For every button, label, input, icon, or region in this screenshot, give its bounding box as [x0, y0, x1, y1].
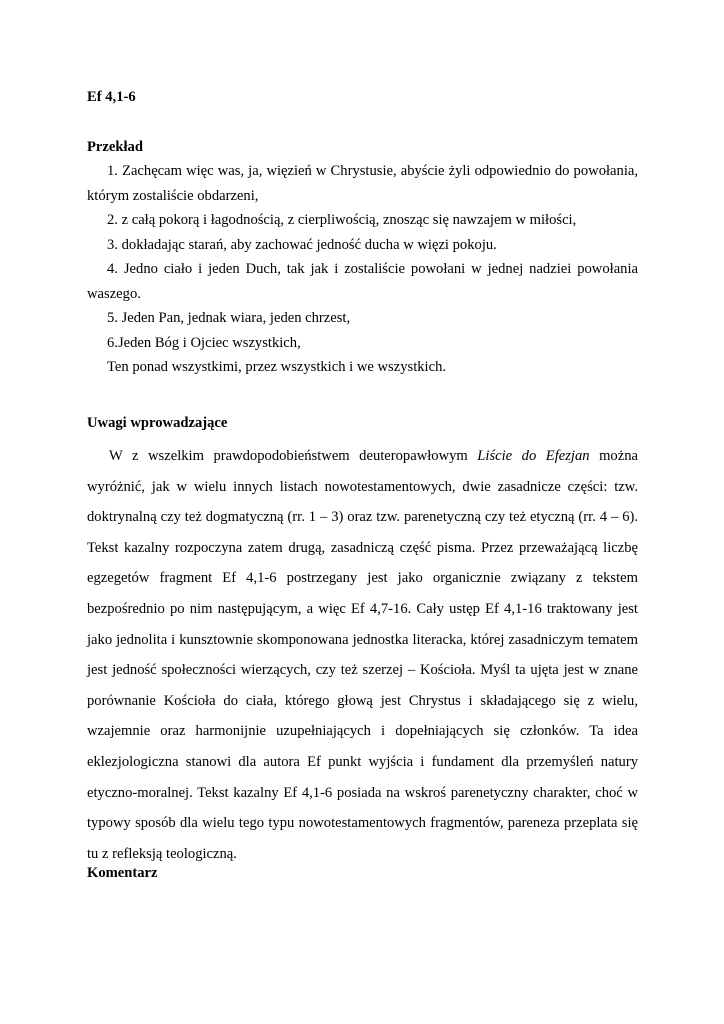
translation-verses: [87, 159, 638, 380]
translation-heading: Przekład: [87, 139, 143, 155]
intro-line-6: bezpośrednio po nim następującym, a więc Ef 4,7-16. Cały ustęp Ef 4,1-16 traktowany jest: [87, 600, 638, 617]
commentary-heading: Komentarz: [87, 865, 158, 881]
verse-1-line-1: 1. Zachęcam więc was, ja, więzień w Chrystusie, abyście żyli odpowiednio do powołania,: [107, 163, 638, 179]
intro-line-3: doktrynalną czy też dogmatyczną (rr. 1 – 3) oraz tzw. parenetyczną czy też etyczną (rr. 4 – 6).: [87, 509, 638, 526]
introduction-paragraph: [87, 441, 638, 869]
intro-line-5: egzegetów fragment Ef 4,1-6 postrzegany jest jako organicznie związany z tekstem: [87, 570, 638, 587]
intro-line-2: wyróżnić, jak w wielu innych listach nowotestamentowych, dwie zasadnicze części: tzw.: [87, 478, 638, 495]
intro-line-14: tu z refleksją teologiczną.: [87, 845, 237, 862]
introduction-heading: Uwagi wprowadzające: [87, 415, 228, 431]
epistle-title: Liście do Efezjan: [477, 448, 590, 464]
intro-line-13: typowy sposób dla wielu tego typu nowotestamentowych fragmentów, pareneza przeplata się: [87, 815, 638, 832]
verse-5: 5. Jeden Pan, jednak wiara, jeden chrzest,: [107, 310, 351, 326]
intro-line-11: eklezjologiczna stanowi dla autora Ef punkt wyjścia i fundament dla przemyśleń natury: [87, 753, 638, 770]
verse-2: 2. z całą pokorą i łagodnością, z cierpliwością, znosząc się nawzajem w miłości,: [107, 212, 577, 228]
verse-3: 3. dokładając starań, aby zachować jedność ducha w więzi pokoju.: [107, 236, 497, 253]
verse-1-line-2: którym zostaliście obdarzeni,: [87, 187, 259, 204]
verse-4-line-1: 4. Jedno ciało i jeden Duch, tak jak i zostaliście powołani w jednej nadziei powołania: [107, 261, 638, 277]
intro-line-4: Tekst kazalny rozpoczyna zatem drugą, zasadniczą część pisma. Przez przeważającą liczbę: [87, 539, 638, 556]
verse-6: 6.Jeden Bóg i Ojciec wszystkich,: [107, 334, 301, 351]
verse-4-line-2: waszego.: [87, 285, 141, 302]
intro-line-7: jako jednolita i kunsztownie skomponowana jednostka literacka, której zasadniczym tematem: [87, 631, 638, 648]
intro-line-9: porównanie Kościoła do ciała, którego głową jest Chrystus i składającego się z wielu,: [87, 692, 638, 709]
intro-line-1: W z wszelkim prawdopodobieństwem deuteropawłowym Liście do Efezjan można: [109, 448, 638, 464]
intro-line-10: wzajemnie oraz harmonijnie uzupełniających i dopełniających się członków. Ta idea: [87, 723, 638, 740]
intro-line-12: etyczno-moralnej. Tekst kazalny Ef 4,1-6 posiada na wskroś parenetyczny charakter, choć w: [87, 784, 638, 801]
intro-line-8: jest jedność społeczności wierzących, czy też szerzej – Kościoła. Myśl ta ujęta jest w znane: [87, 662, 638, 679]
verse-6-continuation: Ten ponad wszystkimi, przez wszystkich i we wszystkich.: [107, 359, 447, 375]
document-title: Ef 4,1-6: [87, 89, 136, 105]
